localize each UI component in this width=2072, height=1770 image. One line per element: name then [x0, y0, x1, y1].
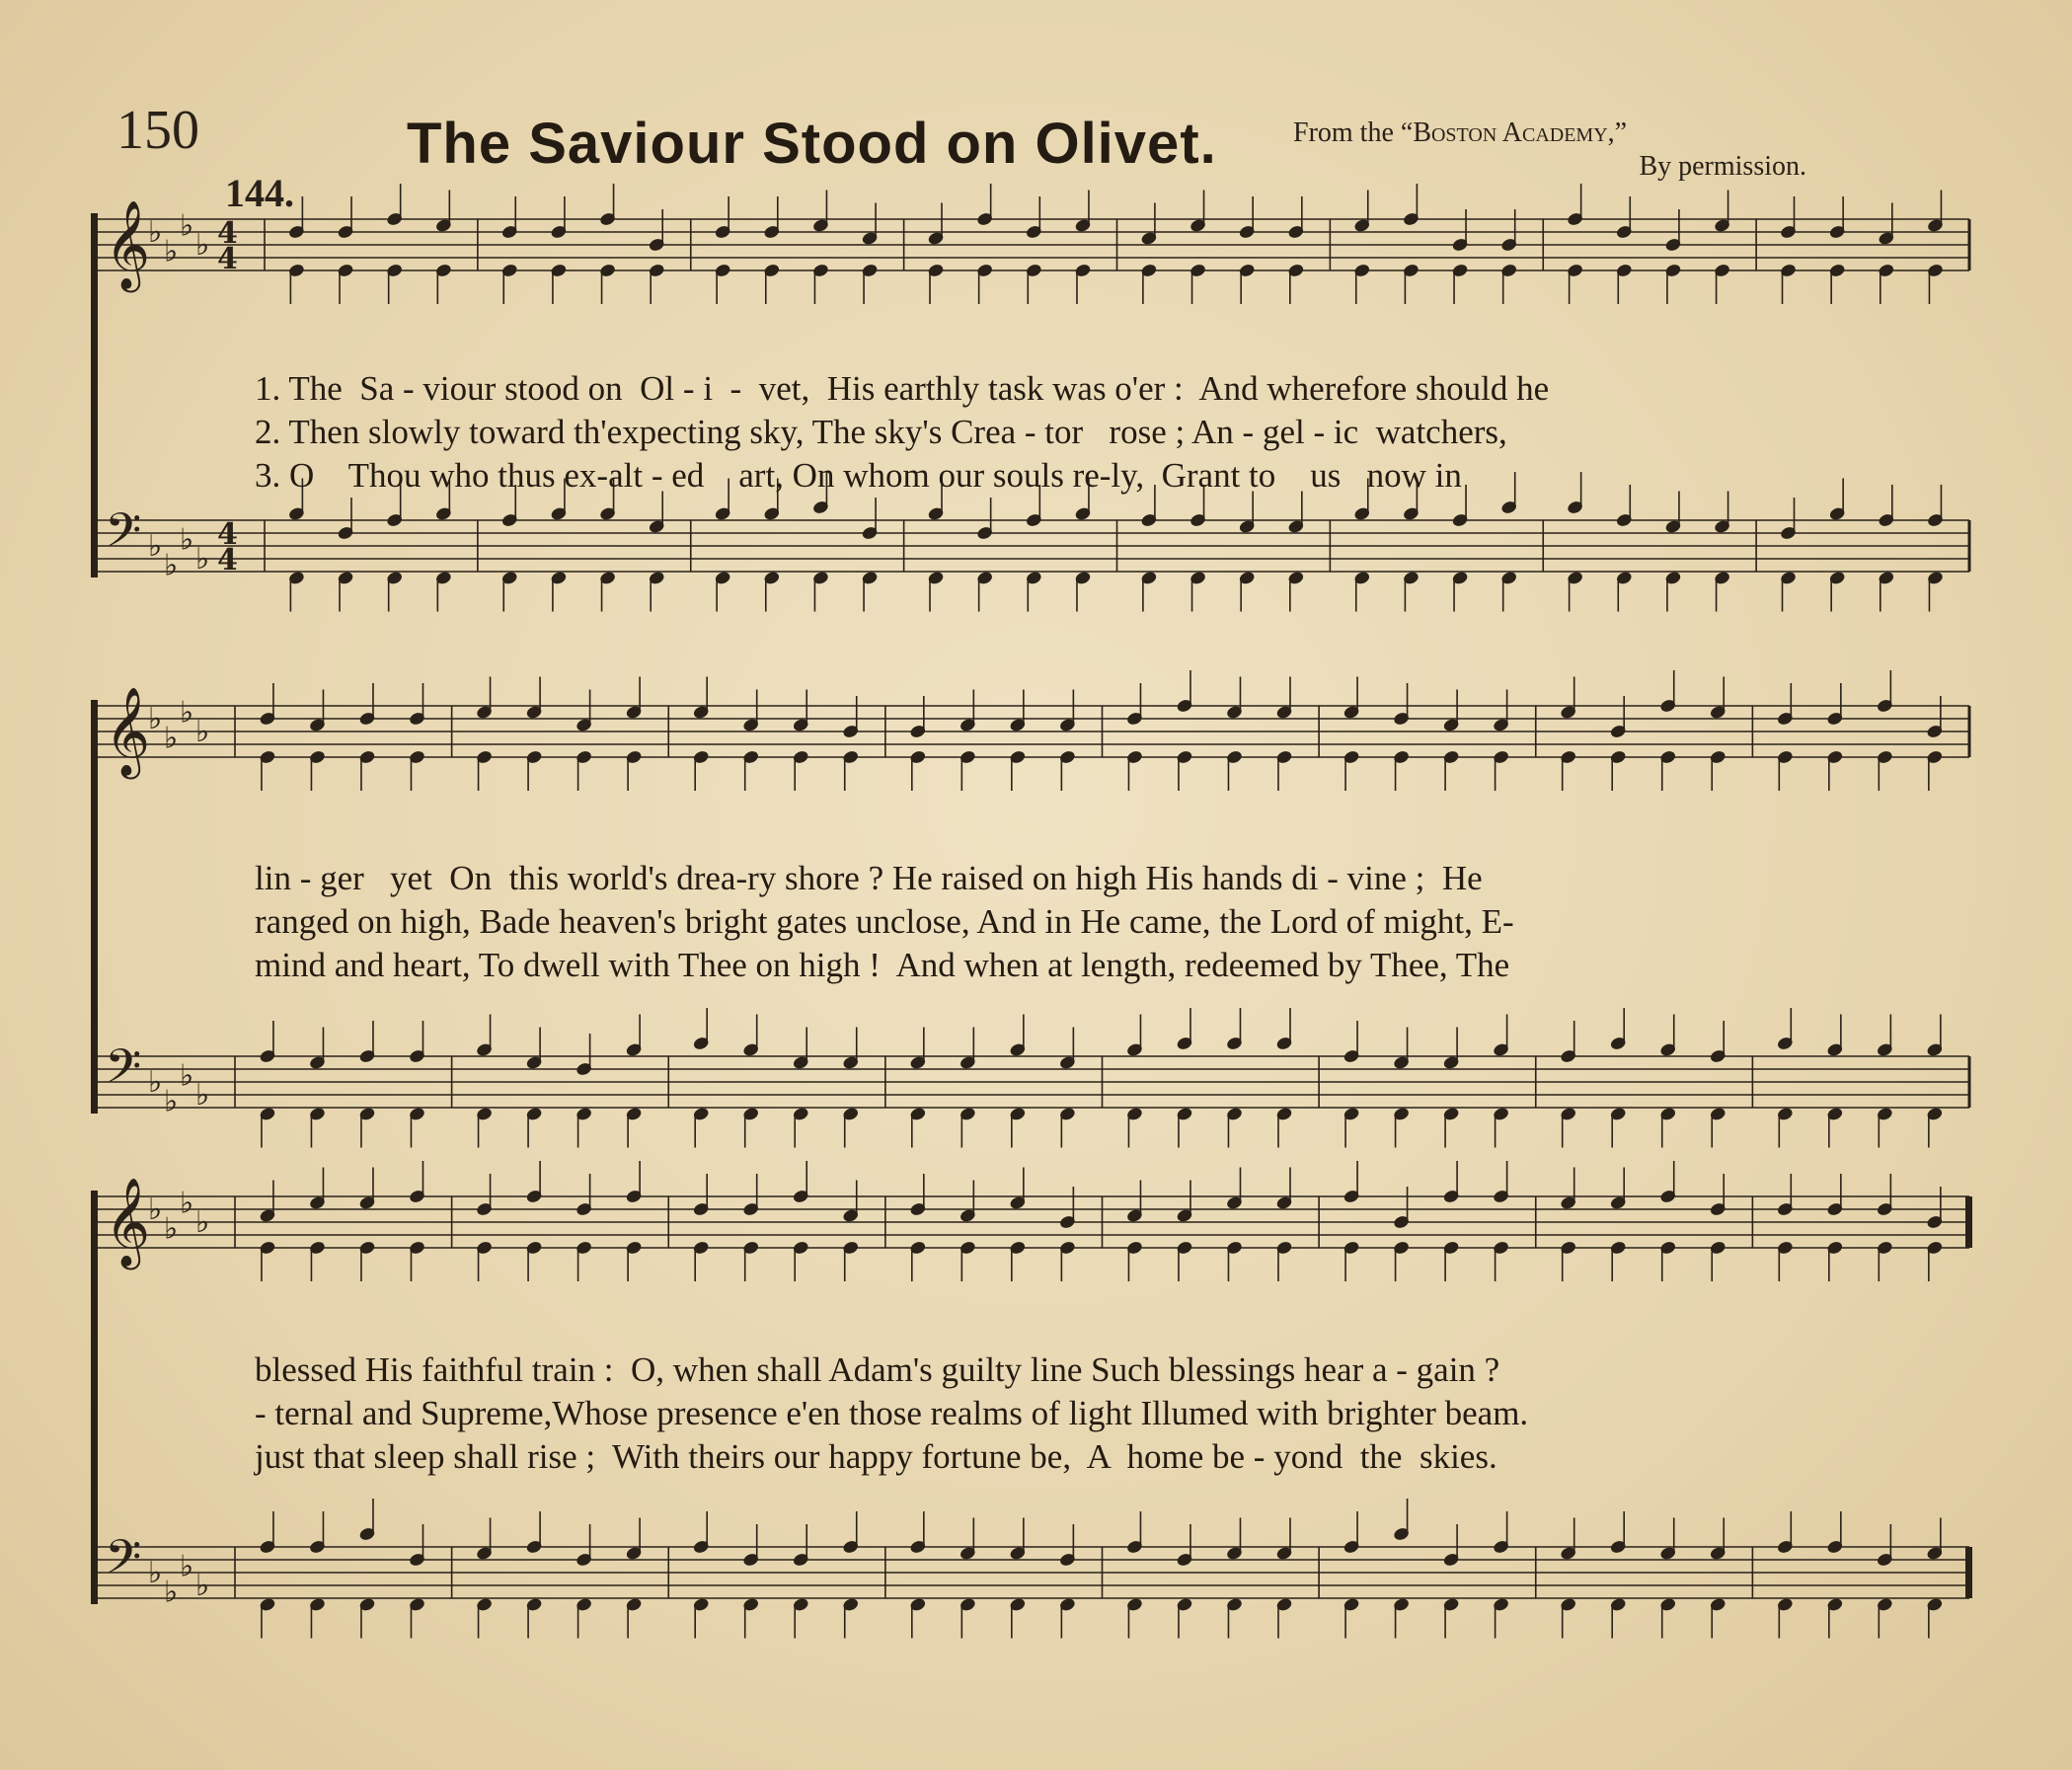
hymn-title: The Saviour Stood on Olivet. [407, 112, 1217, 176]
lyric-line-verse-1: 1. The Sa - viour stood on Ol - i - vet, His earthly task was o'er : And wherefore should he [255, 369, 1550, 408]
time-signature-bottom: 4 [217, 242, 238, 276]
bass-staff [97, 1008, 1969, 1148]
treble-staff [97, 184, 1969, 304]
flat-icon: ♭ [164, 234, 179, 269]
time-signature-bottom: 4 [217, 543, 238, 577]
lyric-line-verse-3: mind and heart, To dwell with Thee on high ! And when at length, redeemed by Thee, The [255, 946, 1510, 984]
flat-icon: ♭ [180, 522, 194, 558]
final-barline [1965, 1547, 1972, 1598]
flat-icon: ♭ [180, 208, 194, 244]
flat-icon: ♭ [148, 1193, 163, 1227]
lyrics-block-2 [255, 857, 1514, 987]
credit-prefix: From the “ [1293, 117, 1414, 148]
flat-icon: ♭ [195, 1078, 210, 1113]
flat-icon: ♭ [180, 1186, 194, 1221]
flat-icon: ♭ [164, 721, 179, 756]
lyric-line-verse-2: 2. Then slowly toward th'expecting sky, The sky's Crea - tor rose ; An - gel - ic watchers, [255, 413, 1507, 451]
time-signature-top: 4 [217, 517, 238, 552]
flat-icon: ♭ [195, 228, 210, 263]
treble-clef-icon: 𝄞 [105, 1178, 151, 1267]
lyric-line-verse-3: 3. O Thou who thus ex-alt - ed art, On whom our souls re-ly, Grant to us now in [255, 456, 1462, 495]
lyrics-block-1 [255, 367, 1549, 498]
flat-icon: ♭ [164, 1575, 179, 1610]
flat-icon: ♭ [195, 1205, 210, 1240]
flat-icon: ♭ [148, 702, 163, 736]
treble-clef-icon: 𝄞 [105, 200, 151, 289]
lyric-line-verse-2: ranged on high, Bade heaven's bright gates unclose, And in He came, the Lord of might, E- [255, 902, 1514, 941]
lyric-line-verse-2: - ternal and Supreme,Whose presence e'en those realms of light Illumed with brighter beam. [255, 1394, 1529, 1432]
credit-permission: By permission. [1639, 151, 1806, 182]
flat-icon: ♭ [180, 1058, 194, 1094]
page-number: 150 [116, 100, 199, 161]
flat-icon: ♭ [180, 1549, 194, 1584]
hymn-number: 144. [225, 171, 294, 215]
final-barline [1965, 1196, 1972, 1248]
flat-icon: ♭ [195, 542, 210, 577]
time-signature-top: 4 [217, 216, 238, 251]
bass-clef-icon: 𝄢 [105, 1529, 142, 1596]
system-bracket [91, 1191, 98, 1604]
treble-clef-icon: 𝄞 [105, 687, 151, 776]
credit-source: Boston Academy, [1413, 117, 1615, 148]
lyrics-block-3 [255, 1348, 1528, 1479]
treble-staff [97, 670, 1969, 791]
flat-icon: ♭ [164, 1211, 179, 1247]
lyric-line-verse-1: blessed His faithful train : O, when shall Adam's guilty line Such blessings hear a - gain ? [255, 1350, 1500, 1389]
credit-suffix: ” [1614, 117, 1628, 148]
flat-icon: ♭ [148, 1556, 163, 1590]
source-credit [1293, 116, 1806, 184]
treble-staff [97, 1161, 1972, 1281]
flat-icon: ♭ [148, 215, 163, 250]
flat-icon: ♭ [164, 1084, 179, 1119]
flat-icon: ♭ [195, 715, 210, 749]
lyric-line-verse-1: lin - ger yet On this world's drea-ry shore ? He raised on high His hands di - vine ; He [255, 859, 1483, 897]
system-bracket [91, 213, 98, 577]
system-bracket [91, 700, 98, 1114]
bass-clef-icon: 𝄢 [105, 502, 142, 570]
flat-icon: ♭ [148, 1065, 163, 1100]
flat-icon: ♭ [164, 548, 179, 583]
flat-icon: ♭ [180, 695, 194, 731]
bass-staff [97, 1499, 1972, 1639]
flat-icon: ♭ [195, 1569, 210, 1603]
lyric-line-verse-3: just that sleep shall rise ; With theirs our happy fortune be, A home be - yond the skies. [255, 1437, 1497, 1476]
flat-icon: ♭ [148, 529, 163, 564]
bass-clef-icon: 𝄢 [105, 1039, 142, 1106]
